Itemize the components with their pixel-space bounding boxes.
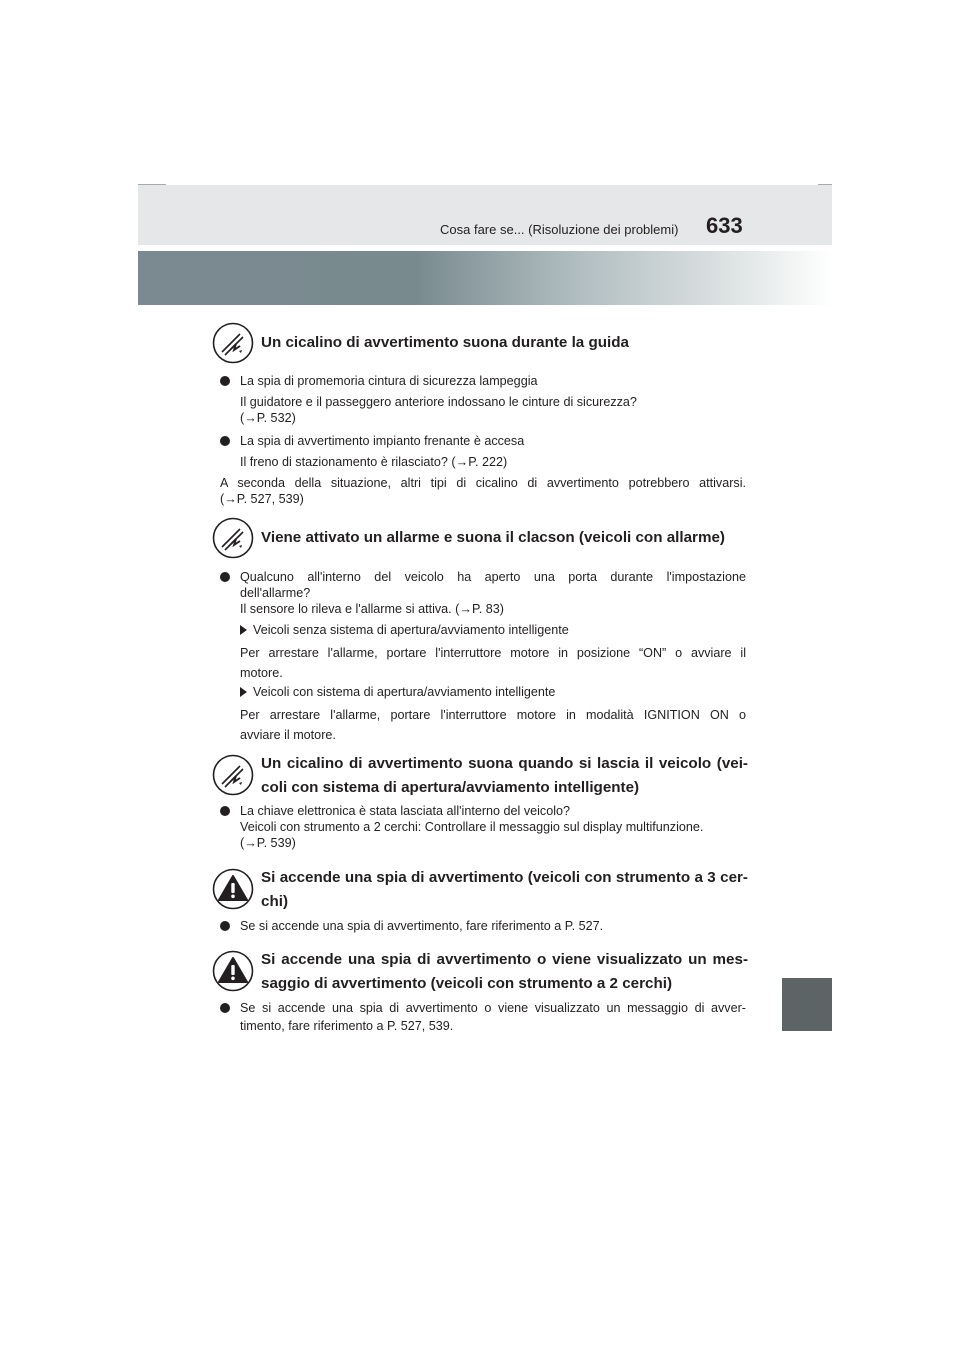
bullet-heading: La spia di avvertimento impianto frenante è accesa [240,434,525,448]
sound-warning-icon [212,754,254,796]
bullet-text: Se si accende una spia di avvertimento, fare riferimento a P. 527. [240,919,604,933]
warning-triangle-icon [212,950,254,992]
page-reference: (→P. 539) [240,836,296,851]
bullet-text: timento, fare riferimento a P. 527, 539. [240,1019,454,1034]
bullet-text: Il guidatore e il passeggero anteriore indossano le cinture di sicurezza? [240,395,637,410]
arrow-right-icon [240,625,247,635]
bullet-icon [220,572,230,582]
page-reference: (→P. 532) [240,411,296,426]
section-title [261,752,748,800]
chapter-gradient-band [138,251,832,305]
section-title [261,866,748,914]
running-header-title: Cosa fare se... (Risoluzione dei problemi) [440,222,679,237]
section-title-line: Si accende una spia di avvertimento (veicoli con strumento a 3 cer- [261,869,748,886]
sub-item-line: Per arrestare l'allarme, portare l'interruttore motore in modalità IGNITION ON o [240,708,746,722]
header-rule-right [818,184,832,185]
page-number: 633 [706,213,743,238]
note-paragraph [220,475,746,507]
sound-warning-icon [212,322,254,364]
bullet-icon [220,376,230,386]
bullet-icon [220,436,230,446]
note-line: A seconda della situazione, altri tipi di cicalino di avvertimento potrebbero attivarsi. [220,476,746,490]
bullet-text: Qualcuno all'interno del veicolo ha aperto una porta durante l'impostazione [240,570,746,584]
sound-warning-icon [212,517,254,559]
sub-item-label [240,684,555,700]
bullet-heading: La spia di promemoria cintura di sicurezza lampeggia [240,374,538,388]
section-title-line: chi) [261,893,289,910]
section-title-line: Un cicalino di avvertimento suona quando si lascia il veicolo (vei- [261,755,748,772]
section-title: Un cicalino di avvertimento suona durante la guida [261,334,629,351]
header-rule-left [138,184,166,185]
bullet-text: Il freno di stazionamento è rilasciato? (→P. 222) [240,455,508,470]
section-title-line: coli con sistema di apertura/avviamento intelligente) [261,779,640,796]
section-title-line: saggio di avvertimento (veicoli con strumento a 2 cerchi) [261,975,673,992]
sub-item-line: avviare il motore. [240,728,336,743]
sub-item-line: motore. [240,666,283,681]
sub-item-text [240,645,746,681]
sub-item-line: Per arrestare l'allarme, portare l'interruttore motore in posizione “ON” o avviare il [240,646,746,660]
bullet-icon [220,1003,230,1013]
bullet-text: Il sensore lo rileva e l'allarme si attiva. (→P. 83) [240,602,504,617]
section-title [261,948,748,996]
page-reference: (→P. 527, 539) [220,492,304,507]
sub-item-text [240,707,746,743]
bullet-text: Veicoli con strumento a 2 cerchi: Controllare il messaggio sul display multifunzione. [240,820,704,835]
bullet-text: Se si accende una spia di avvertimento o viene visualizzato un messaggio di avver- [240,1001,746,1015]
warning-triangle-icon [212,868,254,910]
bullet-icon [220,921,230,931]
sub-item-label-text: Veicoli senza sistema di apertura/avviamento intelligente [253,623,569,637]
arrow-right-icon [240,687,247,697]
chapter-side-tab [782,978,832,1031]
sub-item-label [240,622,569,638]
section-title: Viene attivato un allarme e suona il clacson (veicoli con allarme) [261,529,725,546]
bullet-text: La chiave elettronica è stata lasciata all'interno del veicolo? [240,804,571,818]
bullet-text: dell'allarme? [240,586,311,601]
section-title-line: Si accende una spia di avvertimento o viene visualizzato un mes- [261,951,748,968]
sub-item-label-text: Veicoli con sistema di apertura/avviamento intelligente [253,685,556,699]
bullet-icon [220,806,230,816]
